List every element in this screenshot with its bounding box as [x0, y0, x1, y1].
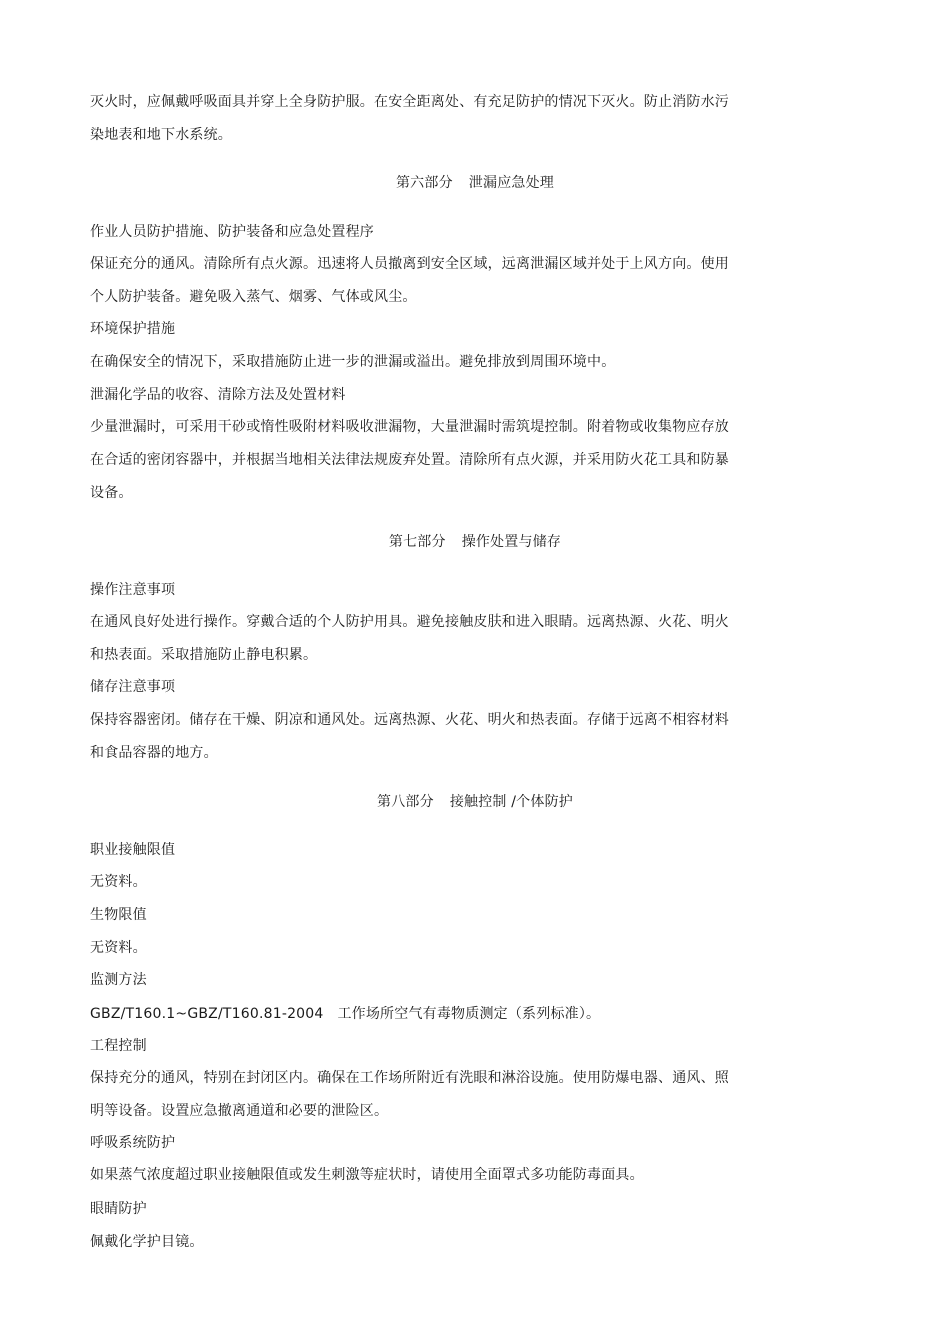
section-title: 操作处置与储存	[461, 534, 562, 550]
paragraph-line: 和热表面。采取措施防止静电积累。	[90, 647, 318, 663]
paragraph-line: 明等设备。设置应急撤离通道和必要的泄险区。	[90, 1103, 389, 1119]
paragraph-line: GBZ/T160.1~GBZ/T160.81-2004 工作场所空气有毒物质测定（系列标准）。	[90, 1006, 601, 1022]
subheading: 呼吸系统防护	[90, 1135, 176, 1151]
paragraph-line: 在通风良好处进行操作。穿戴合适的个人防护用具。避免接触皮肤和进入眼睛。远离热源、火花、明火	[90, 614, 729, 630]
paragraph-line: 少量泄漏时，可采用干砂或惰性吸附材料吸收泄漏物，大量泄漏时需筑堤控制。附着物或收集物应存放	[90, 419, 729, 435]
paragraph-line: 佩戴化学护目镜。	[90, 1234, 204, 1250]
paragraph-line: 个人防护装备。避免吸入蒸气、烟雾、气体或风尘。	[90, 289, 417, 305]
subheading: 操作注意事项	[90, 582, 176, 598]
paragraph-line: 无资料。	[90, 874, 147, 890]
subheading: 生物限值	[90, 907, 147, 923]
paragraph-line: 和食品容器的地方。	[90, 745, 218, 761]
paragraph-line: 灭火时，应佩戴呼吸面具并穿上全身防护服。在安全距离处、有充足防护的情况下灭火。防止消防水污	[90, 94, 729, 110]
section-number: 第八部分	[377, 794, 434, 810]
paragraph-line: 保持容器密闭。储存在干燥、阴凉和通风处。远离热源、火花、明火和热表面。存储于远离不相容材料	[90, 712, 729, 728]
paragraph-line: 在确保安全的情况下，采取措施防止进一步的泄漏或溢出。避免排放到周围环境中。	[90, 354, 616, 370]
paragraph-line: 如果蒸气浓度超过职业接触限值或发生刺激等症状时，请使用全面罩式多功能防毒面具。	[90, 1167, 644, 1183]
subheading: 眼睛防护	[90, 1201, 147, 1217]
subheading: 工程控制	[90, 1038, 147, 1054]
paragraph-line: 在合适的密闭容器中，并根据当地相关法律法规废弃处置。清除所有点火源，并采用防火花工具和防暴	[90, 452, 729, 468]
subheading: 环境保护措施	[90, 321, 176, 337]
section-heading-8	[0, 792, 950, 812]
subheading: 泄漏化学品的收容、清除方法及处置材料	[90, 387, 346, 403]
paragraph-line: 保持充分的通风，特别在封闭区内。确保在工作场所附近有洗眼和淋浴设施。使用防爆电器、通风、照	[90, 1070, 729, 1086]
section-heading-6	[0, 173, 950, 193]
paragraph-line: 保证充分的通风。清除所有点火源。迅速将人员撤离到安全区域，远离泄漏区域并处于上风方向。使用	[90, 256, 729, 272]
section-heading-7	[0, 532, 950, 552]
paragraph-line: 无资料。	[90, 940, 147, 956]
subheading: 作业人员防护措施、防护装备和应急处置程序	[90, 224, 374, 240]
subheading: 监测方法	[90, 972, 147, 988]
section-title: 泄漏应急处理	[468, 175, 554, 191]
subheading: 储存注意事项	[90, 679, 176, 695]
subheading: 职业接触限值	[90, 842, 176, 858]
section-number: 第七部分	[388, 534, 446, 550]
paragraph-line: 设备。	[90, 485, 133, 501]
section-number: 第六部分	[395, 175, 453, 191]
paragraph-line: 染地表和地下水系统。	[90, 127, 232, 143]
section-title: 接触控制 /个体防护	[449, 794, 573, 810]
